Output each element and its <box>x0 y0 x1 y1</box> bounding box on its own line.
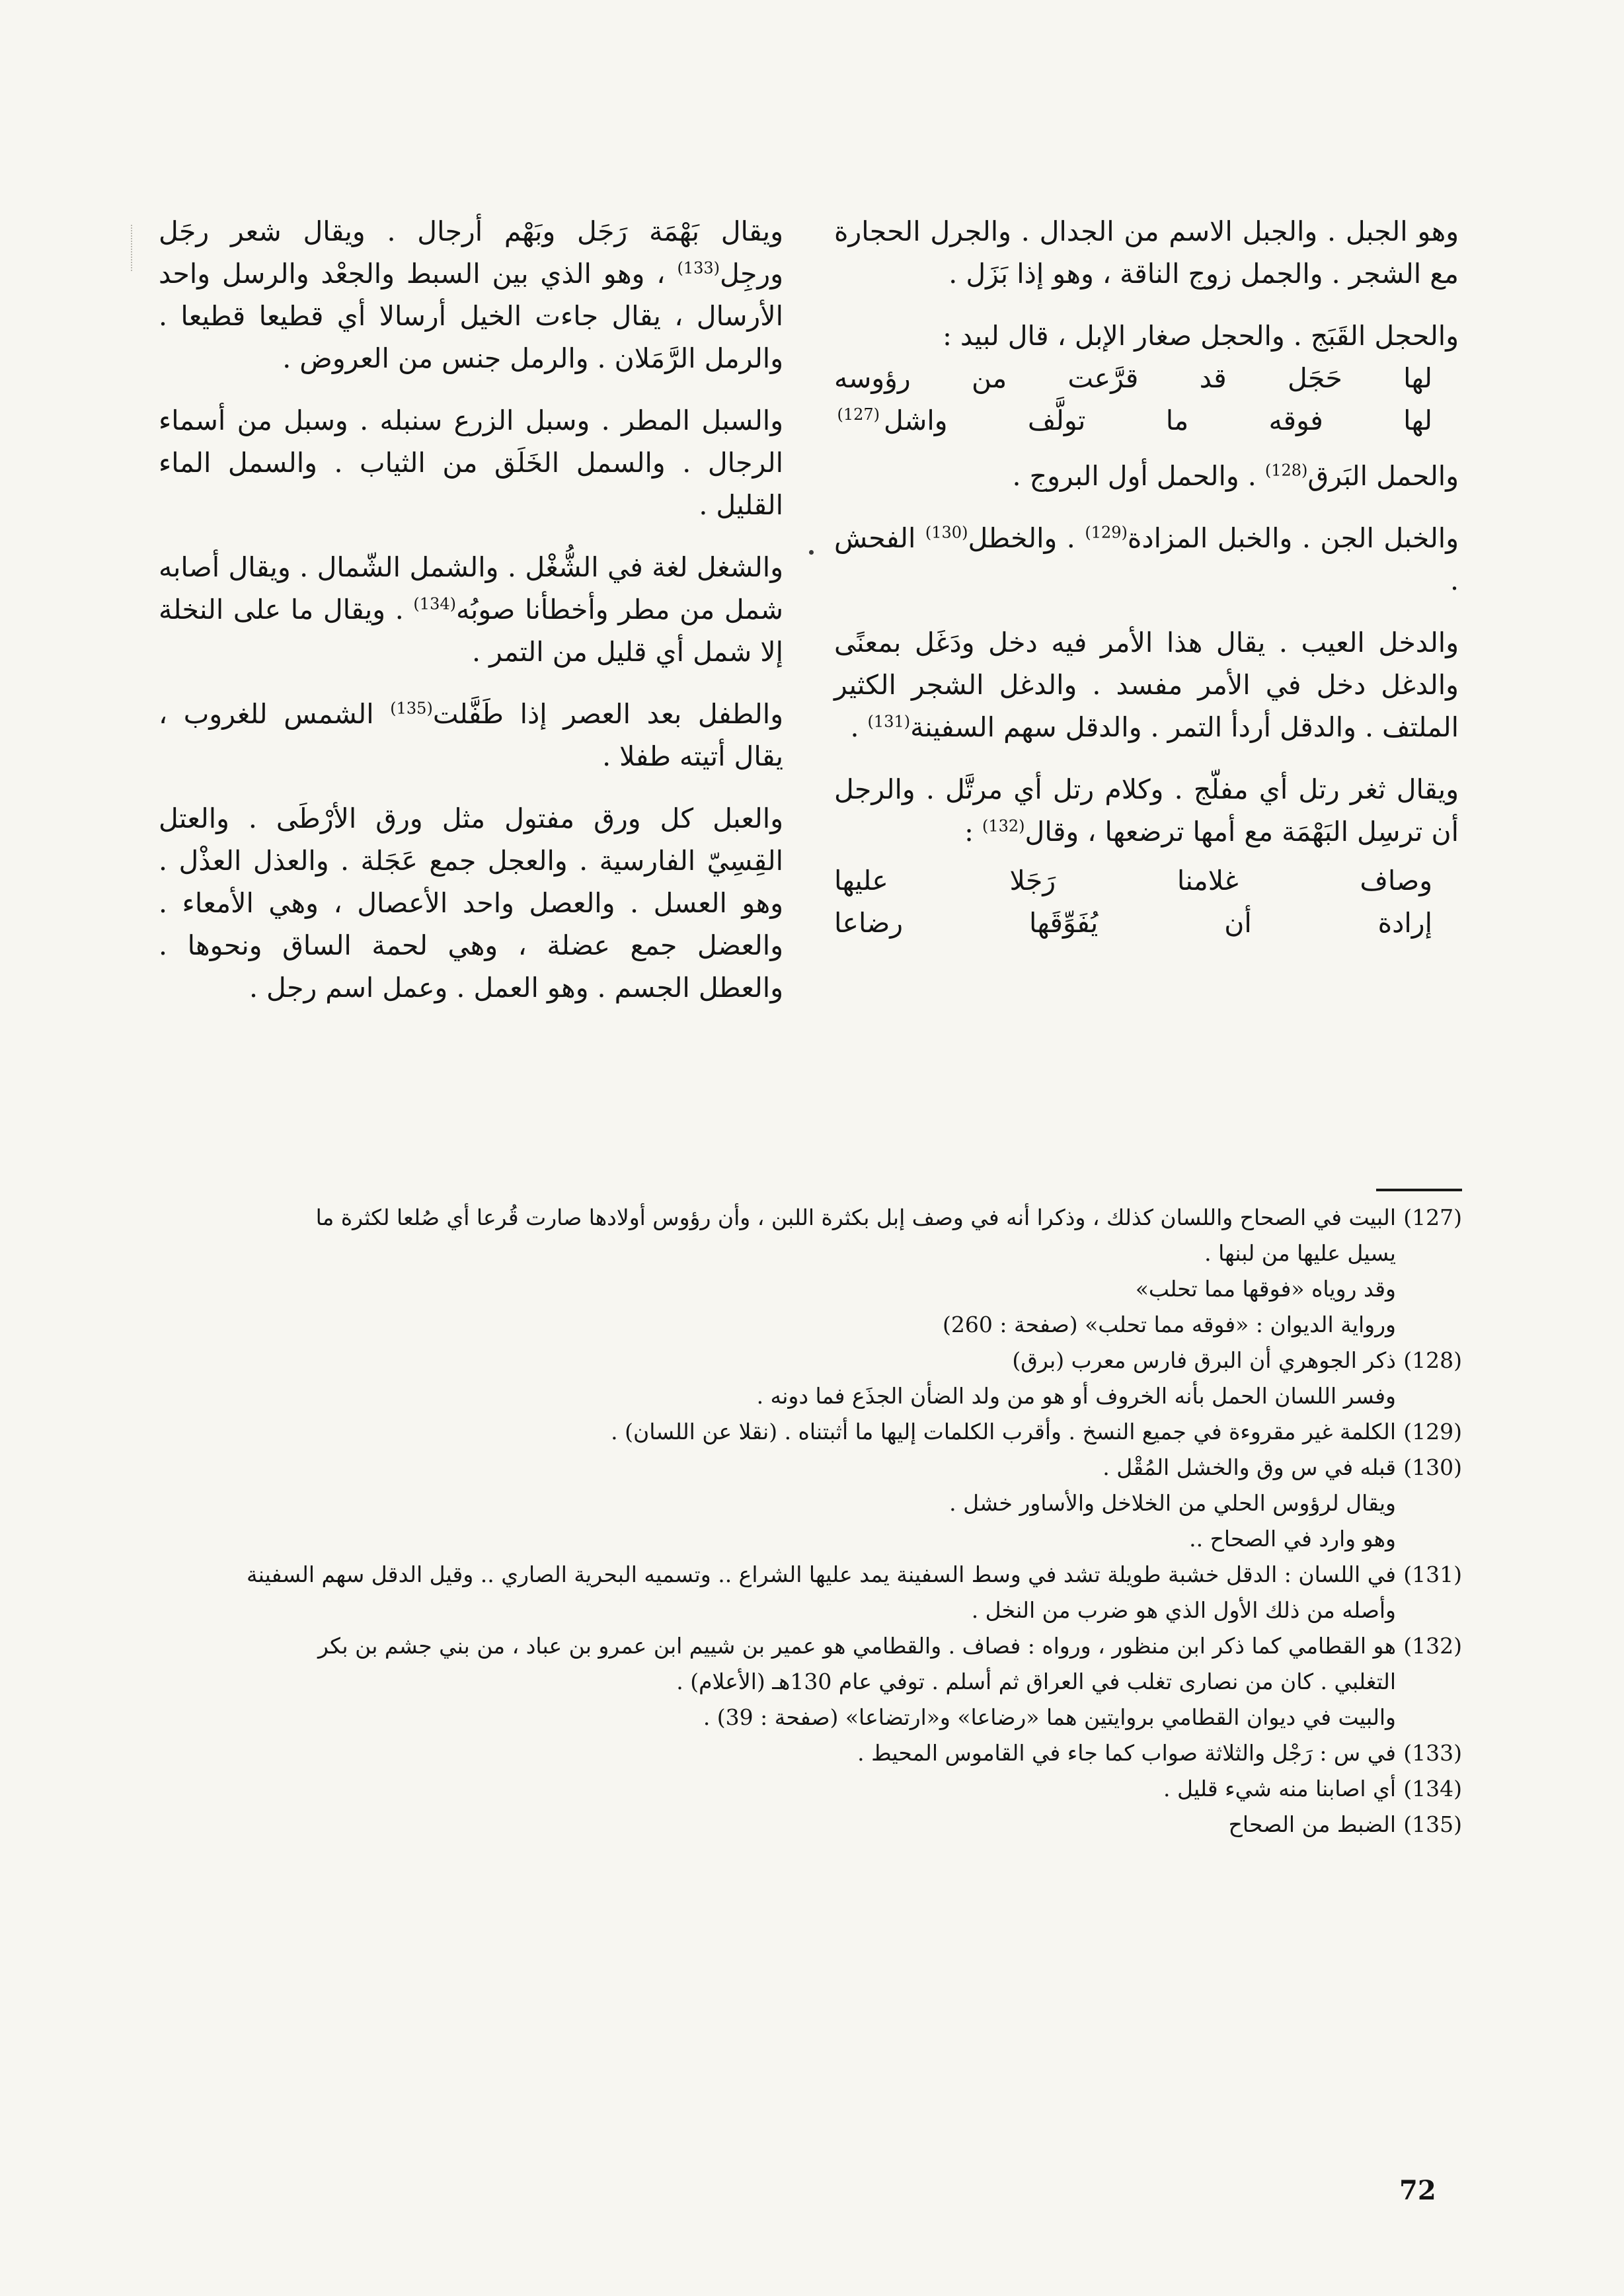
paragraph <box>834 455 1459 497</box>
right-column <box>834 210 1459 957</box>
footnote-text <box>159 1200 1396 1343</box>
footnote-line: في اللسان : الدقل خشبة طويلة تشد في وسط السفينة يمد عليها الشراع .. وتسميه البحرية الصاري .. وقيل الدقل سهم السفينة <box>247 1562 1396 1587</box>
footnote-number: (131) <box>1403 1562 1462 1587</box>
footnote-line: ويقال لرؤوس الحلي من الخلاخل والأساور خشل . <box>949 1490 1396 1516</box>
footnote-number: (130) <box>1403 1454 1462 1480</box>
verse-line: إرادة أن يُفَوِّقَها رضاعا <box>834 907 1432 939</box>
paragraph: وهو الجبل . والجبل الاسم من الجدال . والجرل الحجارة مع الشجر . والجمل زوج الناقة ، وهو إذا بَزَل . <box>834 216 1459 290</box>
paragraph-text: ويقال بَهْمَة رَجَل وبَهْم أرجال . ويقال شعر رجَل ورجِل <box>159 216 783 290</box>
footnote-text <box>159 1343 1396 1414</box>
paragraph-text: والحمل البَرق <box>1307 460 1459 492</box>
footnote-ref: (134) <box>413 594 456 614</box>
footnotes <box>159 1200 1462 1842</box>
paragraph-text: . والحمل أول البروج . <box>1012 460 1265 492</box>
footnote-line: ذكر الجوهري أن البرق فارس معرب (برق) <box>1012 1347 1396 1373</box>
footnote-number: (129) <box>1403 1419 1462 1445</box>
footnote-line: التغلبي . كان من نصارى تغلب في العراق ثم أسلم . توفي عام 130هـ (الأعلام) . <box>676 1669 1396 1694</box>
footnote-line: ورواية الديوان : «فوقه مما تحلب» (صفحة : 260) <box>943 1312 1396 1337</box>
footnote-133 <box>159 1735 1462 1771</box>
footnote-line: وأصله من ذلك الأول الذي هو ضرب من النخل . <box>971 1597 1396 1623</box>
paragraph-text: الشمس للغروب ، يقال أتيته طفلا . <box>159 698 783 772</box>
paragraph <box>834 621 1459 748</box>
footnote-131 <box>159 1557 1462 1628</box>
verse-row <box>834 399 1459 442</box>
footnote-line: وقد روياه «فوقها مما تحلب» <box>1135 1276 1396 1302</box>
footnote-line: الكلمة غير مقروءة في جميع النسخ . وأقرب الكلمات إليها ما أثبتناه . (نقلا عن اللسان) . <box>611 1419 1396 1445</box>
footnote-ref: (131) <box>867 712 911 731</box>
paragraph-text: والشغل لغة في الشُّغْل . والشمل الشّمال . ويقال أصابه شمل من مطر وأخطأنا صوبُه <box>159 551 783 625</box>
paragraph-text: ، وهو الذي بين السبط والجعْد والرسل واحد الأرسال ، يقال جاءت الخيل أرسالا أي قطيعا قطيعا . والرمل الرَّمَلان . والرمل جنس من العروض . <box>159 258 783 374</box>
footnote-line: في س : رَجْل والثلاثة صواب كما جاء في القاموس المحيط . <box>857 1740 1396 1766</box>
footnote-text <box>159 1557 1396 1628</box>
footnote-134 <box>159 1771 1462 1807</box>
paragraph-text: الفحش . <box>834 522 1459 596</box>
paragraph-text: . والخطل <box>968 522 1085 554</box>
footnote-number: (132) <box>1403 1633 1462 1659</box>
margin-marks <box>131 225 136 271</box>
paragraph <box>159 693 783 777</box>
footnote-line: وهو وارد في الصحاح .. <box>1189 1526 1396 1552</box>
verse-line: لها فوقه ما تولَّف واشل <box>884 405 1432 436</box>
footnote-number: (127) <box>1403 1205 1462 1230</box>
footnote-129 <box>159 1414 1462 1450</box>
paragraph-text: والدخل العيب . يقال هذا الأمر فيه دخل ودَغَل بمعنًى والدغل دخل في الأمر مفسد . والدغل الشجر الكثير الملتف . والدقل أردأ التمر . والدقل سهم السفينة <box>834 627 1459 743</box>
footnote-number: (134) <box>1403 1776 1462 1801</box>
footnote-number: (133) <box>1403 1740 1462 1766</box>
footnote-line: يسيل عليها من لبنها . <box>1204 1240 1396 1266</box>
footnote-ref: (130) <box>925 523 968 542</box>
page-number: 72 <box>1399 2175 1436 2206</box>
paragraph <box>834 517 1459 602</box>
paragraph <box>834 768 1459 853</box>
footnote-line: الضبط من الصحاح <box>1228 1811 1396 1837</box>
verse-line: وصاف غلامنا رَجَلا عليها <box>834 865 1432 896</box>
paragraph <box>159 210 783 379</box>
footnote-127 <box>159 1200 1462 1343</box>
footnote-ref: (128) <box>1264 461 1308 480</box>
footnote-ref: (129) <box>1085 523 1128 542</box>
footnote-text <box>159 1735 1396 1771</box>
footnote-divider <box>1376 1189 1462 1191</box>
left-column <box>159 210 783 1029</box>
paragraph: والسبل المطر . وسبل الزرع سنبله . وسبل من أسماء الرجال . والسمل الخَلَق من الثياب . والسمل الماء القليل . <box>159 405 783 521</box>
paragraph-text: : <box>964 816 982 848</box>
paragraph-text: . ويقال ما على النخلة إلا شمل أي قليل من التمر . <box>159 594 783 668</box>
paragraph <box>159 546 783 673</box>
footnote-ref: (135) <box>390 699 433 718</box>
footnote-line: قبله في س وق والخشل المُقْل . <box>1102 1454 1396 1480</box>
verse-intro: والحجل القَبَج . والحجل صغار الإبل ، قال لبيد : <box>943 320 1459 352</box>
paragraph-text: ويقال ثغر رتل أي مفلّج . وكلام رتل أي مرتَّل . والرجل أن ترسِل البَهْمَة مع أمها ترضعها ، وقال <box>834 773 1459 848</box>
footnote-130 <box>159 1450 1462 1557</box>
footnote-text <box>159 1450 1396 1557</box>
footnote-line: وفسر اللسان الحمل بأنه الخروف أو هو من ولد الضأن الجذَع فما دونه . <box>756 1383 1396 1409</box>
footnote-ref: (132) <box>982 816 1025 836</box>
footnote-128 <box>159 1343 1462 1414</box>
paragraph-text: والخبل الجن . والخبل المزادة <box>1127 522 1459 554</box>
footnote-135 <box>159 1807 1462 1842</box>
footnote-ref: (127) <box>837 405 880 424</box>
paragraph: والعبل كل ورق مفتول مثل ورق الأرْطَى . والعتل القِسِيّ الفارسية . والعجل جمع عَجَلة . والعذل العذْل . وهو العسل . والعصل واحد الأعصال ، وهي الأمعاء . والعضل جمع عضلة ، وهي لحمة الساق ونحوها . والعطل الجسم . وهو العمل . وعمل اسم رجل . <box>159 803 783 1004</box>
stray-mark <box>809 550 814 555</box>
footnote-text <box>159 1771 1396 1807</box>
footnote-number: (128) <box>1403 1347 1462 1373</box>
poem-lebid <box>834 315 1459 442</box>
footnote-132 <box>159 1628 1462 1735</box>
footnote-text <box>159 1414 1396 1450</box>
paragraph-text: . <box>850 711 868 743</box>
footnote-line: والبيت في ديوان القطامي بروايتين هما «رضاعا» و«ارتضاعا» (صفحة : 39) . <box>703 1704 1396 1730</box>
footnote-line: البيت في الصحاح واللسان كذلك ، وذكرا أنه في وصف إبل بكثرة اللبن ، وأن رؤوس أولادها صارت قُرعا أي صُلعا لكثرة ما <box>315 1205 1396 1230</box>
footnote-text <box>159 1807 1396 1842</box>
poem-qutami <box>834 859 1459 944</box>
verse-line: لها حَجَل قد قرَّعت من رؤوسه <box>834 362 1432 394</box>
paragraph-text: والطفل بعد العصر إذا طَفَّلت <box>432 698 783 730</box>
footnote-number: (135) <box>1403 1811 1462 1837</box>
footnote-line: هو القطامي كما ذكر ابن منظور ، ورواه : فصاف . والقطامي هو عمير بن شييم ابن عمرو بن عباد ، من بني جشم بن بكر <box>317 1633 1396 1659</box>
footnote-line: أي اصابنا منه شيء قليل . <box>1163 1776 1396 1801</box>
footnote-text <box>159 1628 1396 1735</box>
footnote-ref: (133) <box>677 258 720 278</box>
